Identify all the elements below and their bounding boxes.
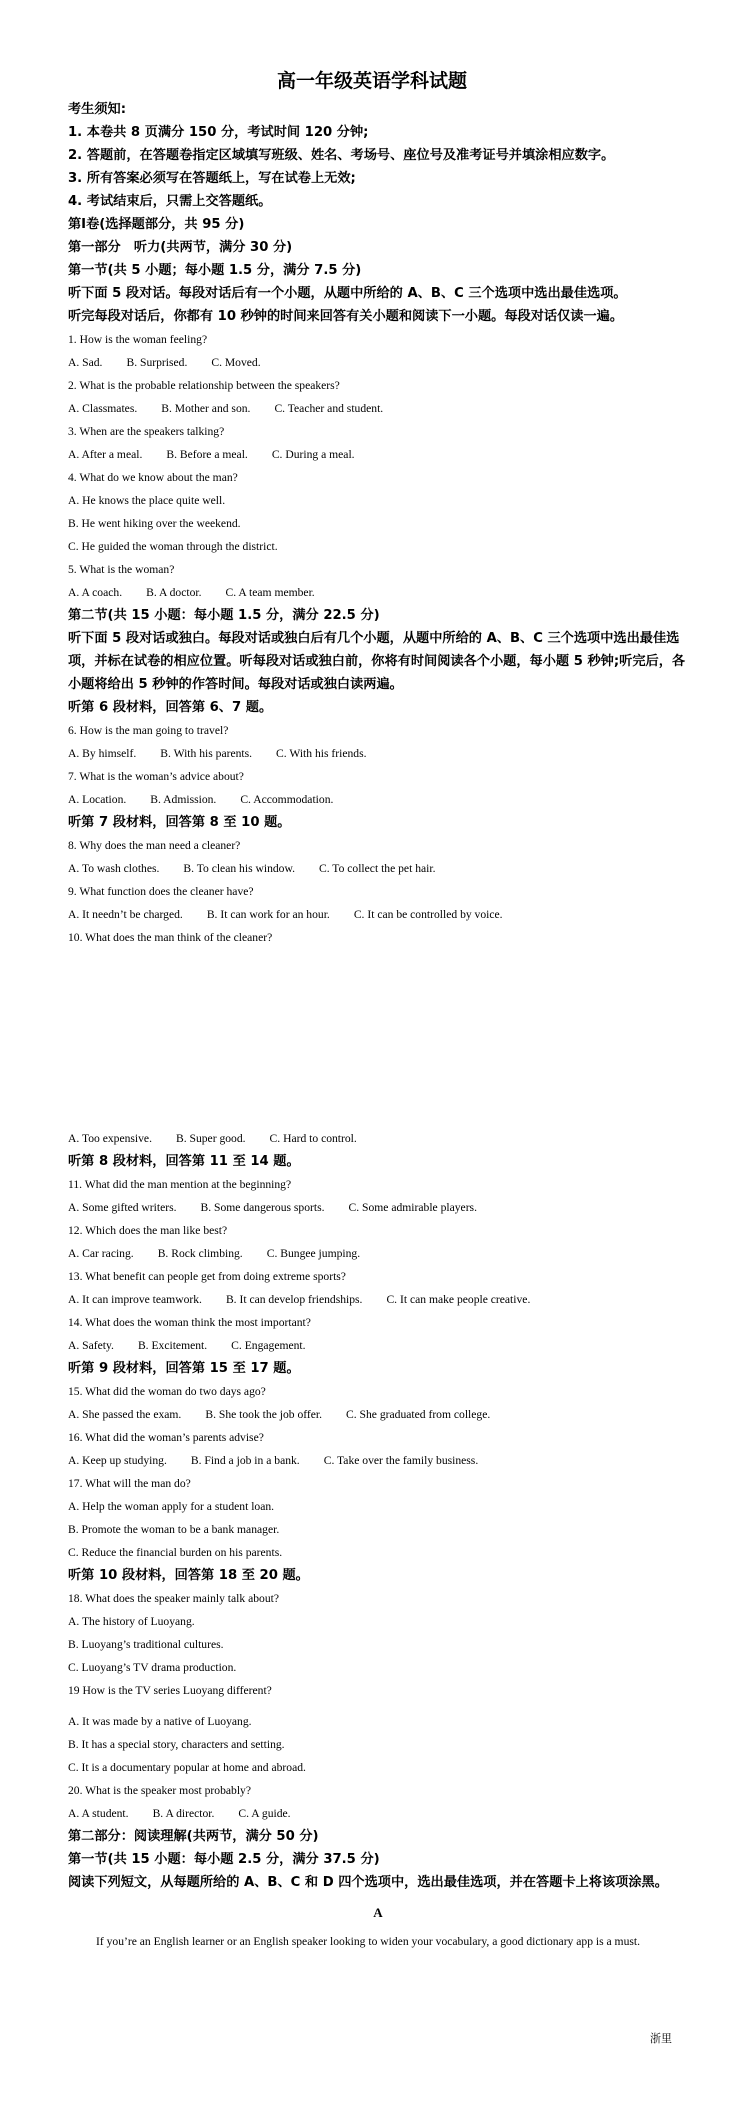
option: C. He guided the woman through the district. [68,540,278,553]
option: C. Some admirable players. [348,1201,477,1214]
blank-space [68,949,688,1127]
option: B. Find a job in a bank. [190,1454,300,1467]
option: B. She took the job offer. [205,1408,323,1421]
option: B. Luoyang’s traditional cultures. [68,1638,224,1651]
material-heading: 听第 6 段材料，回答第 6、7 题。 [68,700,273,715]
option: C. With his friends. [276,747,367,760]
option: B. Promote the woman to be a bank manager. [68,1523,280,1536]
options-row [68,1802,688,1825]
material-heading: 听第 8 段材料，回答第 11 至 14 题。 [68,1154,300,1169]
option: B. Super good. [175,1132,246,1145]
volume-heading: 第Ⅰ卷(选择题部分，共 95 分) [68,217,245,232]
passage-label: A [373,1905,383,1920]
options-row [68,857,688,880]
option: A. Too expensive. [68,1132,152,1145]
options-row [68,581,688,604]
question-stem: 19 How is the TV series Luoyang different? [68,1684,272,1697]
option: A. Safety. [68,1339,114,1352]
question-stem: 14. What does the woman think the most important? [68,1316,311,1329]
material-heading: 听第 7 段材料，回答第 8 至 10 题。 [68,815,291,830]
option: A. The history of Luoyang. [68,1615,195,1628]
material-heading: 听第 9 段材料，回答第 15 至 17 题。 [68,1361,300,1376]
option: A. She passed the exam. [68,1408,182,1421]
question-stem: 1. How is the woman feeling? [68,333,208,346]
option: A. To wash clothes. [68,862,160,875]
question-stem: 3. When are the speakers talking? [68,425,225,438]
option: B. It can work for an hour. [206,908,330,921]
option: C. A guide. [238,1807,291,1820]
option: C. Moved. [211,356,261,369]
option: C. During a meal. [271,448,355,461]
blank-space [68,1702,688,1710]
question-stem: 4. What do we know about the man? [68,471,238,484]
options-row [68,742,688,765]
option: B. Before a meal. [166,448,248,461]
option: C. A team member. [225,586,315,599]
option: C. It is a documentary popular at home and abroad. [68,1761,306,1774]
options-row [68,1127,688,1150]
option: A. Some gifted writers. [68,1201,177,1214]
question-stem: 20. What is the speaker most probably? [68,1784,251,1797]
option: B. Surprised. [126,356,188,369]
option: C. Accommodation. [240,793,334,806]
section-instruction: 听下面 5 段对话或独白。每段对话或独白后有几个小题，从题中所给的 A、B、C 三个选项中选出最佳选项，并标在试卷的相应位置。听每段对话或独白前，你将有时间阅读各个小题，每小题 5 秒钟;听完后，各小题将给出 5 秒钟的作答时间。每段对话或独白读两遍。 [68,631,686,692]
option: A. A student. [68,1807,129,1820]
option: C. It can be controlled by voice. [353,908,503,921]
watermark-text: 浙里 [650,2033,672,2045]
question-stem: 10. What does the man think of the cleaner? [68,931,273,944]
option: A. Sad. [68,356,103,369]
option: C. Luoyang’s TV drama production. [68,1661,237,1674]
notice-item: 3. 所有答案必须写在答题纸上，写在试卷上无效; [68,171,356,186]
options-row [68,903,688,926]
question-stem: 5. What is the woman? [68,563,175,576]
option: A. Help the woman apply for a student loan. [68,1500,275,1513]
option: B. A doctor. [146,586,202,599]
section-instruction: 听完每段对话后，你都有 10 秒钟的时间来回答有关小题和阅读下一小题。每段对话仅读一遍。 [68,309,624,324]
option: A. A coach. [68,586,123,599]
option: A. Car racing. [68,1247,134,1260]
option: B. It can develop friendships. [225,1293,363,1306]
question-stem: 13. What benefit can people get from doing extreme sports? [68,1270,346,1283]
option: C. Engagement. [231,1339,306,1352]
option: A. Classmates. [68,402,138,415]
notice-item: 2. 答题前，在答题卷指定区域填写班级、姓名、考场号、座位号及准考证号并填涂相应数字。 [68,148,615,163]
options-row [68,1403,688,1426]
notice-item: 1. 本卷共 8 页满分 150 分，考试时间 120 分钟; [68,125,369,140]
option: C. To collect the pet hair. [318,862,436,875]
option: B. Rock climbing. [157,1247,243,1260]
option: A. After a meal. [68,448,143,461]
options-row [68,443,688,466]
option: C. It can make people creative. [386,1293,531,1306]
question-stem: 18. What does the speaker mainly talk about? [68,1592,279,1605]
option: B. He went hiking over the weekend. [68,517,241,530]
option: C. Hard to control. [269,1132,357,1145]
exam-body [68,98,688,1958]
option: A. He knows the place quite well. [68,494,226,507]
question-stem: 7. What is the woman’s advice about? [68,770,244,783]
option: B. It has a special story, characters and setting. [68,1738,285,1751]
section-instruction: 听下面 5 段对话。每段对话后有一个小题，从题中所给的 A、B、C 三个选项中选出最佳选项。 [68,286,627,301]
options-row [68,1196,688,1219]
option: C. Take over the family business. [323,1454,479,1467]
option: B. Some dangerous sports. [200,1201,325,1214]
option: A. Location. [68,793,127,806]
option: A. By himself. [68,747,137,760]
option: B. To clean his window. [183,862,295,875]
notice-heading: 考生须知: [68,102,127,117]
section-heading: 第一节(共 15 小题：每小题 2.5 分，满分 37.5 分) [68,1852,380,1867]
question-stem: 16. What did the woman’s parents advise? [68,1431,264,1444]
option: A. Keep up studying. [68,1454,167,1467]
part-heading: 第二部分：阅读理解(共两节，满分 50 分) [68,1829,319,1844]
question-stem: 12. Which does the man like best? [68,1224,228,1237]
options-row [68,1334,688,1357]
option: A. It needn’t be charged. [68,908,183,921]
options-row [68,351,688,374]
question-stem: 6. How is the man going to travel? [68,724,229,737]
option: C. Bungee jumping. [266,1247,361,1260]
passage-text: If you’re an English learner or an English speaker looking to widen your vocabulary, a good dictionary app is a must. [96,1935,641,1948]
option: A. It was made by a native of Luoyang. [68,1715,252,1728]
material-heading: 听第 10 段材料，回答第 18 至 20 题。 [68,1568,309,1583]
options-row [68,788,688,811]
option: C. Teacher and student. [274,402,384,415]
question-stem: 2. What is the probable relationship between the speakers? [68,379,340,392]
options-row [68,1449,688,1472]
section-heading: 第一节(共 5 小题；每小题 1.5 分，满分 7.5 分) [68,263,362,278]
question-stem: 17. What will the man do? [68,1477,191,1490]
question-stem: 9. What function does the cleaner have? [68,885,254,898]
option: C. She graduated from college. [346,1408,491,1421]
option: B. With his parents. [160,747,253,760]
section-instruction: 阅读下列短文，从每题所给的 A、B、C 和 D 四个选项中，选出最佳选项，并在答题卡上将该项涂黑。 [68,1875,668,1890]
option: A. It can improve teamwork. [68,1293,202,1306]
option: C. Reduce the financial burden on his parents. [68,1546,283,1559]
question-stem: 8. Why does the man need a cleaner? [68,839,241,852]
options-row [68,1242,688,1265]
options-row [68,397,688,420]
section-heading: 第二节(共 15 小题：每小题 1.5 分，满分 22.5 分) [68,608,380,623]
question-stem: 15. What did the woman do two days ago? [68,1385,266,1398]
question-stem: 11. What did the man mention at the beginning? [68,1178,292,1191]
option: B. Mother and son. [161,402,251,415]
option: B. A director. [152,1807,215,1820]
option: B. Excitement. [137,1339,208,1352]
exam-title: 高一年级英语学科试题 [276,70,467,92]
options-row [68,1288,688,1311]
part-heading: 第一部分 听力(共两节，满分 30 分) [68,240,293,255]
notice-item: 4. 考试结束后，只需上交答题纸。 [68,194,272,209]
option: B. Admission. [150,793,217,806]
